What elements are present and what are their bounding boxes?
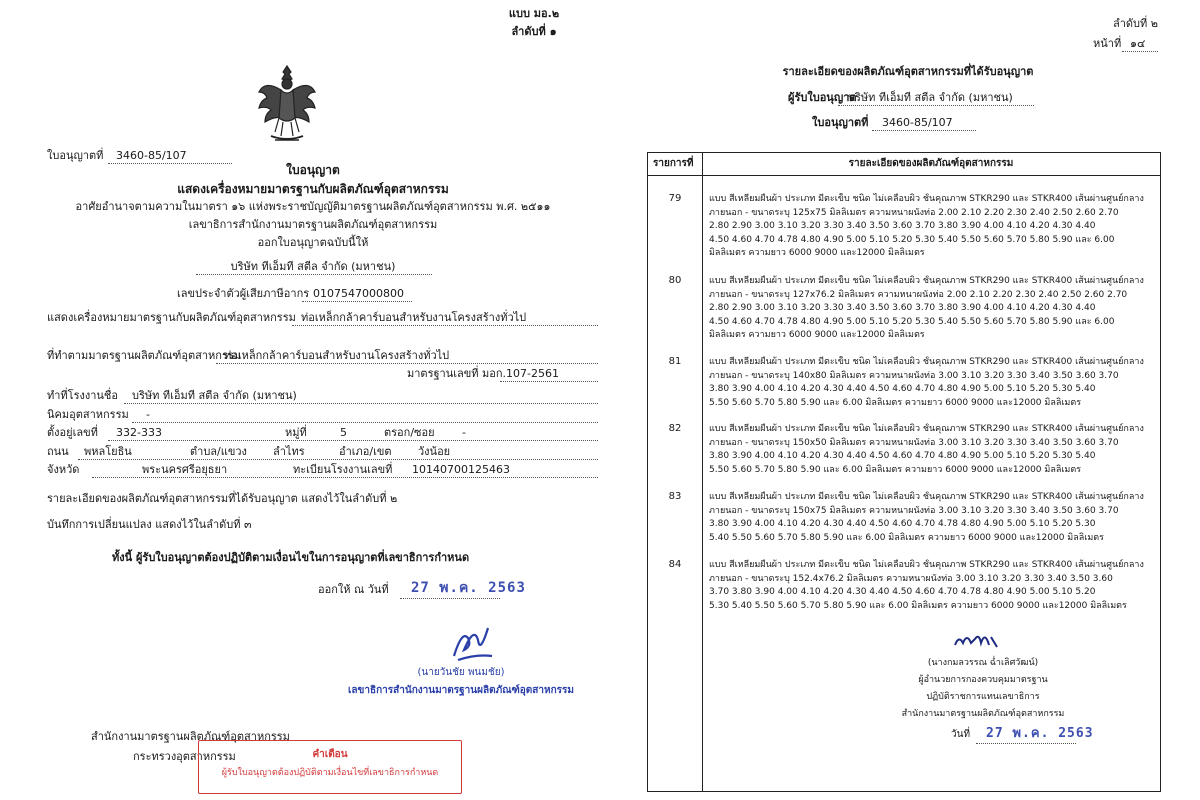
item-number: 80	[668, 275, 682, 286]
given-date-label: ออกให้ ณ วันที่	[318, 583, 389, 596]
signer-name: (นายวันชัย พนมชัย)	[417, 667, 505, 678]
detail-line: ภายนอก - ขนาดระบุ 140x80 มิลลิเมตร ความหนาผนังท่อ 3.00 3.10 3.20 3.30 3.40 3.50 3.60 3.70	[709, 370, 1119, 381]
address-label: ตั้งอยู่เลขที่	[47, 426, 98, 439]
detail-line: 5.30 5.40 5.50 5.60 5.70 5.80 5.90 และ 6.00 มิลลิเมตร ความยาว 6000 9000 และ12000 มิลลิเมตร	[709, 600, 1127, 611]
item-detail	[709, 491, 1155, 545]
item-detail	[709, 559, 1155, 613]
detail-line: 5.40 5.50 5.60 5.70 5.80 5.90 และ 6.00 มิลลิเมตร ความยาว 6000 9000 และ12000 มิลลิเมตร	[709, 532, 1104, 543]
license-no: 3460-85/107	[116, 149, 187, 162]
soi: -	[462, 426, 466, 439]
right-date-stamp: 27 พ.ค. 2563	[986, 726, 1094, 741]
item-number: 84	[668, 559, 682, 570]
warning-text: ผู้รับใบอนุญาตต้องปฏิบัติตามเงื่อนไขที่เลขาธิการกำหนด	[221, 768, 439, 778]
item-detail	[709, 356, 1155, 410]
page-label: หน้าที่	[1093, 37, 1122, 50]
item-number: 79	[668, 193, 682, 204]
detail-table	[647, 152, 1161, 792]
column-header-detail: รายละเอียดของผลิตภัณฑ์อุตสาหกรรม	[848, 158, 1014, 169]
reg-label: ทะเบียนโรงงานเลขที่	[293, 463, 393, 476]
moo-label: หมู่ที่	[285, 426, 307, 439]
moo: 5	[340, 426, 347, 439]
detail-line: 5.50 5.60 5.70 5.80 5.90 และ 6.00 มิลลิเมตร ความยาว 6000 9000 และ12000 มิลลิเมตร	[709, 464, 1082, 475]
road-label: ถนน	[47, 445, 69, 458]
detail-line: มิลลิเมตร ความยาว 6000 9000 และ12000 มิลลิเมตร	[709, 330, 925, 341]
column-header-item: รายการที่	[653, 158, 694, 169]
condition-note: ทั้งนี้ ผู้รับใบอนุญาตต้องปฏิบัติตามเงื่อนไขในการอนุญาตที่เลขาธิการกำหนด	[112, 551, 470, 564]
license-title: ใบอนุญาต	[286, 163, 340, 177]
subdistrict: ลำไทร	[273, 445, 305, 458]
district: วังน้อย	[418, 445, 451, 458]
detail-line: ภายนอก - ขนาดระบุ 150x50 มิลลิเมตร ความหนาผนังท่อ 3.00 3.10 3.20 3.30 3.40 3.50 3.60 3.70	[709, 437, 1119, 448]
district-label: อำเภอ/เขต	[339, 445, 392, 458]
detail-line: ภายนอก - ขนาดระบุ 152.4x76.2 มิลลิเมตร ความหนาผนังท่อ 3.00 3.10 3.20 3.30 3.40 3.50 3.60	[709, 573, 1113, 584]
item-number: 82	[668, 423, 682, 434]
detail-line: มิลลิเมตร ความยาว 6000 9000 และ12000 มิลลิเมตร	[709, 248, 925, 259]
road: พหลโยธิน	[84, 445, 132, 458]
item-number: 81	[668, 356, 682, 367]
table-header	[648, 153, 1160, 176]
province: พระนครศรีอยุธยา	[142, 463, 228, 476]
item-detail	[709, 275, 1155, 343]
authority-line: อาศัยอำนาจตามความในมาตรา ๑๖ แห่งพระราชบัญญัติมาตรฐานผลิตภัณฑ์อุตสาหกรรม พ.ศ. ๒๕๑๑	[75, 200, 551, 213]
tax-id: 0107547000800	[313, 287, 404, 300]
estate: -	[146, 408, 150, 421]
signer-title: เลขาธิการสำนักงานมาตรฐานผลิตภัณฑ์อุตสาหกรรม	[348, 685, 574, 696]
item-number: 83	[668, 491, 682, 502]
detail-line: ภายนอก - ขนาดระบุ 127x76.2 มิลลิเมตร ความหนาผนังท่อ 2.00 2.10 2.20 2.30 2.40 2.50 2.60 2.70	[709, 289, 1128, 300]
right-signer-name: (นางกมลวรรณ ฉ่ำเลิศวัฒน์)	[927, 658, 1039, 668]
detail-line: 3.80 3.90 4.00 4.10 4.20 4.30 4.40 4.50 4.60 4.70 4.78 4.80 4.90 5.00 5.10 5.20 5.30	[709, 519, 1096, 530]
issuer-line: เลขาธิการสำนักงานมาตรฐานผลิตภัณฑ์อุตสาหกรรม	[188, 218, 438, 231]
office-name: สำนักงานมาตรฐานผลิตภัณฑ์อุตสาหกรรม	[91, 730, 290, 743]
detail-line: แบบ สี่เหลี่ยมผืนผ้า ประเภท มีตะเข็บ ชนิด ไม่เคลือบผิว ชั้นคุณภาพ STKR290 และ STKR400 เส้นผ่านศูนย์กลาง	[709, 194, 1144, 204]
issue-line: ออกใบอนุญาตฉบับนี้ให้	[257, 236, 369, 249]
company-name: บริษัท ทีเอ็มที สตีล จำกัด (มหาชน)	[230, 260, 396, 273]
detail-line: 2.80 2.90 3.00 3.10 3.20 3.30 3.40 3.50 3.60 3.70 3.80 3.90 4.00 4.10 4.20 4.30 4.40	[709, 303, 1096, 314]
detail-line: ภายนอก - ขนาดระบุ 150x75 มิลลิเมตร ความหนาผนังท่อ 3.00 3.10 3.20 3.30 3.40 3.50 3.60 3.70	[709, 505, 1119, 516]
column-divider	[702, 153, 703, 791]
license-subtitle: แสดงเครื่องหมายมาตรฐานกับผลิตภัณฑ์อุตสาหกรรม	[177, 182, 449, 196]
factory-label: ทำที่โรงงานชื่อ	[47, 389, 119, 402]
province-label: จังหวัด	[47, 463, 80, 476]
factory-name: บริษัท ทีเอ็มที สตีล จำกัด (มหาชน)	[132, 389, 297, 402]
form-code: แบบ มอ.๒	[508, 7, 560, 20]
licensee: บริษัท ทีเอ็มที สตีล จำกัด (มหาชน)	[848, 91, 1013, 104]
subdistrict-label: ตำบล/แขวง	[190, 445, 247, 458]
standard-label: ที่ทำตามมาตรฐานผลิตภัณฑ์อุตสาหกรรม	[47, 349, 242, 362]
soi-label: ตรอก/ซอย	[384, 426, 435, 439]
detail-line: 2.80 2.90 3.00 3.10 3.20 3.30 3.40 3.50 3.60 3.70 3.80 3.90 4.00 4.10 4.20 4.30 4.40	[709, 221, 1096, 232]
standard-no-label: มาตรฐานเลขที่ มอก.	[407, 367, 507, 380]
detail-note: รายละเอียดของผลิตภัณฑ์อุตสาหกรรมที่ได้รับอนุญาต แสดงไว้ในลำดับที่ ๒	[47, 492, 398, 505]
detail-line: แบบ สี่เหลี่ยมผืนผ้า ประเภท มีตะเข็บ ชนิด ไม่เคลือบผิว ชั้นคุณภาพ STKR290 และ STKR400 เส้นผ่านศูนย์กลาง	[709, 560, 1144, 570]
license-no-right: 3460-85/107	[882, 116, 953, 129]
detail-line: 5.50 5.60 5.70 5.80 5.90 และ 6.00 มิลลิเมตร ความยาว 6000 9000 และ12000 มิลลิเมตร	[709, 397, 1082, 408]
dotted-line	[838, 105, 1034, 106]
sequence-label-right: ลำดับที่ ๒	[1113, 17, 1159, 30]
detail-line: 4.50 4.60 4.70 4.78 4.80 4.90 5.00 5.10 5.20 5.30 5.40 5.50 5.60 5.70 5.80 5.90 และ 6.00	[709, 234, 1115, 245]
page-no: ๑๔	[1130, 37, 1146, 50]
dotted-line	[976, 743, 1076, 744]
mark-product: ท่อเหล็กกล้าคาร์บอนสำหรับงานโครงสร้างทั่วไป	[301, 311, 527, 324]
detail-line: ภายนอก - ขนาดระบุ 125x75 มิลลิเมตร ความหนาผนังท่อ 2.00 2.10 2.20 2.30 2.40 2.50 2.60 2.70	[709, 207, 1119, 218]
detail-line: 3.70 3.80 3.90 4.00 4.10 4.20 4.30 4.40 4.50 4.60 4.70 4.78 4.80 4.90 5.00 5.10 5.20	[709, 587, 1096, 598]
license-no-label-right: ใบอนุญาตที่	[812, 116, 869, 129]
signature-icon	[951, 629, 1001, 651]
license-no-label: ใบอนุญาตที่	[47, 149, 104, 162]
detail-line: แบบ สี่เหลี่ยมผืนผ้า ประเภท มีตะเข็บ ชนิด ไม่เคลือบผิว ชั้นคุณภาพ STKR290 และ STKR400 เส้นผ่านศูนย์กลาง	[709, 492, 1144, 502]
change-note: บันทึกการเปลี่ยนแปลง แสดงไว้ในลำดับที่ ๓	[47, 518, 252, 531]
given-date-stamp: 27 พ.ค. 2563	[411, 580, 526, 596]
tax-id-label: เลขประจำตัวผู้เสียภาษีอากร	[177, 287, 310, 300]
dotted-line	[872, 130, 976, 131]
detail-line: 4.50 4.60 4.70 4.78 4.80 4.90 5.00 5.10 5.20 5.30 5.40 5.50 5.60 5.70 5.80 5.90 และ 6.00	[709, 316, 1115, 327]
address: 332-333	[116, 426, 162, 439]
standard-product: ท่อเหล็กกล้าคาร์บอนสำหรับงานโครงสร้างทั่วไป	[224, 349, 450, 362]
detail-line: แบบ สี่เหลี่ยมผืนผ้า ประเภท มีตะเข็บ ชนิด ไม่เคลือบผิว ชั้นคุณภาพ STKR290 และ STKR400 เส้นผ่านศูนย์กลาง	[709, 357, 1144, 367]
ministry-name: กระทรวงอุตสาหกรรม	[133, 750, 236, 763]
dotted-line	[1122, 51, 1158, 52]
detail-line: 3.80 3.90 4.00 4.10 4.20 4.30 4.40 4.50 4.60 4.70 4.80 4.90 5.00 5.10 5.20 5.30 5.40	[709, 451, 1096, 462]
right-signer-title-1: ผู้อำนวยการกองควบคุมมาตรฐาน	[918, 675, 1048, 685]
standard-no: 107-2561	[506, 367, 559, 380]
detail-line: แบบ สี่เหลี่ยมผืนผ้า ประเภท มีตะเข็บ ชนิด ไม่เคลือบผิว ชั้นคุณภาพ STKR290 และ STKR400 เส้นผ่านศูนย์กลาง	[709, 276, 1144, 286]
item-detail	[709, 423, 1155, 477]
detail-line: 3.80 3.90 4.00 4.10 4.20 4.30 4.40 4.50 4.60 4.70 4.80 4.90 5.00 5.10 5.20 5.30 5.40	[709, 384, 1096, 395]
sequence-label: ลำดับที่ ๑	[511, 25, 557, 38]
licensee-label: ผู้รับใบอนุญาต	[788, 91, 857, 104]
detail-title: รายละเอียดของผลิตภัณฑ์อุตสาหกรรมที่ได้รับอนุญาต	[782, 65, 1034, 78]
reg-no: 10140700125463	[412, 463, 510, 476]
right-signer-title-2: ปฏิบัติราชการแทนเลขาธิการ	[926, 692, 1040, 702]
mark-label: แสดงเครื่องหมายมาตรฐานกับผลิตภัณฑ์อุตสาหกรรม	[47, 311, 296, 324]
detail-line: แบบ สี่เหลี่ยมผืนผ้า ประเภท มีตะเข็บ ชนิด ไม่เคลือบผิว ชั้นคุณภาพ STKR290 และ STKR400 เส้นผ่านศูนย์กลาง	[709, 424, 1144, 434]
right-signer-office: สำนักงานมาตรฐานผลิตภัณฑ์อุตสาหกรรม	[901, 709, 1065, 719]
right-date-label: วันที่	[951, 729, 971, 740]
estate-label: นิคมอุตสาหกรรม	[47, 408, 129, 421]
item-detail	[709, 193, 1155, 261]
warning-title: คำเตือน	[312, 749, 348, 760]
